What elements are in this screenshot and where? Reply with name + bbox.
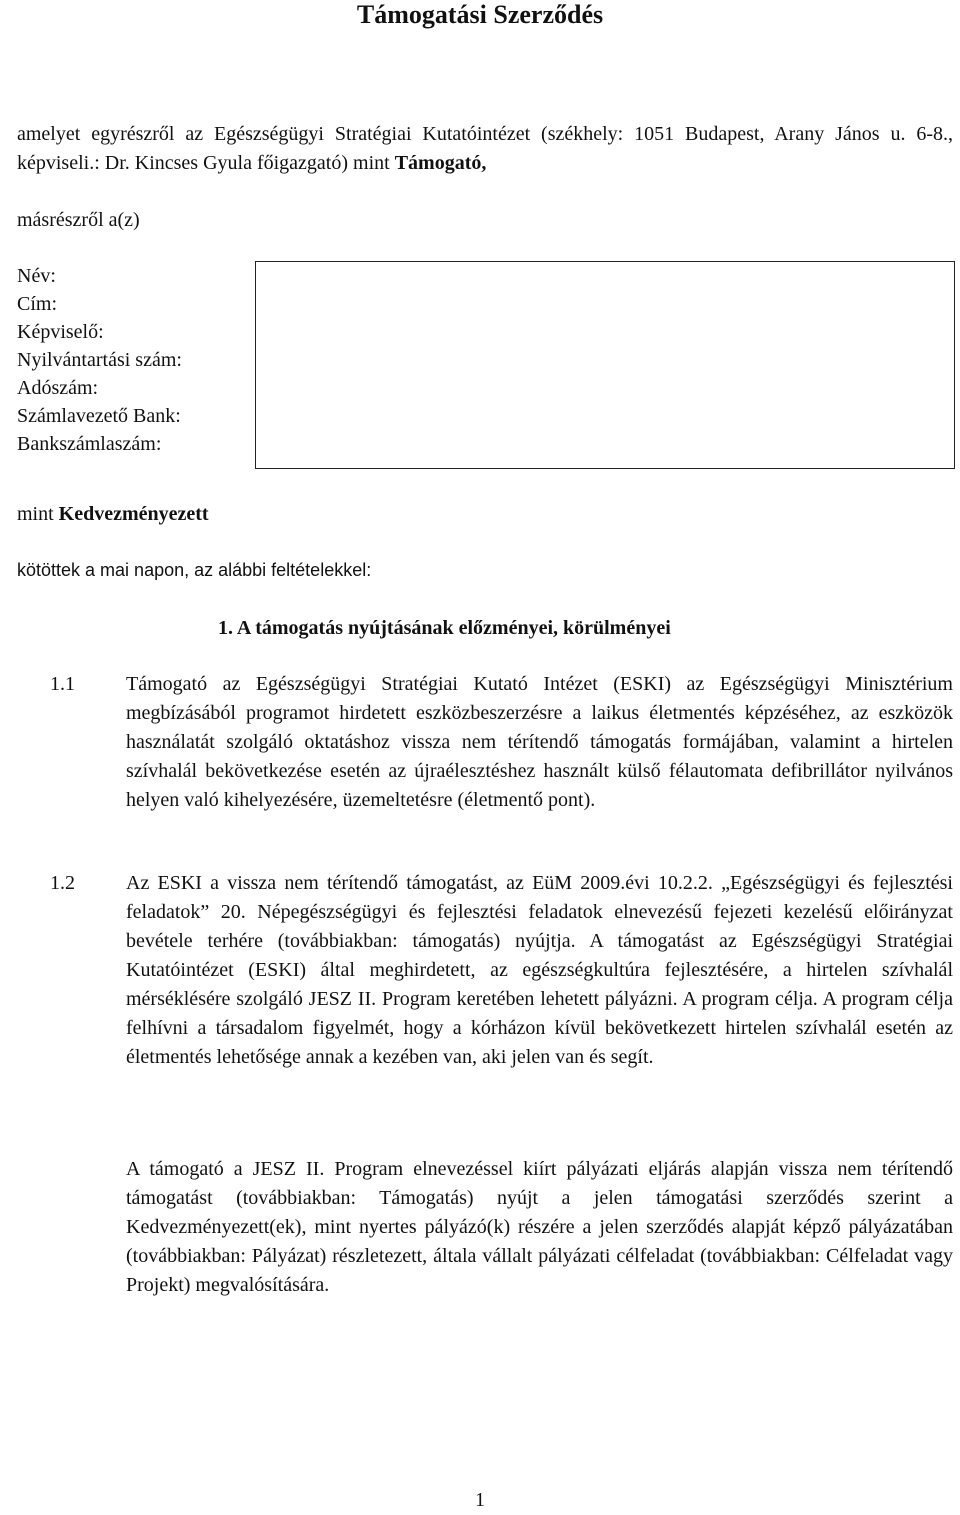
party-field-tax-number: Adószám: (17, 376, 99, 399)
document-title: Támogatási Szerződés (356, 0, 604, 29)
closing-paragraph: A támogató a JESZ II. Program elnevezéssel kiírt pályázati eljárás alapján vissza nem térítendő támogatást (továbbiakban: Támogatás) nyújt a jelen támogatási szerződés szerint a Kedvezményezett(ek), mint nyertes pályázó(k) részére a jelen szerződés alapját képző pályázatában (továbbiakban: Pályázat) részletezett, általa vállalt pályázati célfeladat (továbbiakban: Célfeladat vagy Projekt) megvalósítására. (126, 1158, 953, 1296)
section-1-2-number: 1.2 (50, 872, 75, 894)
beneficiary-prefix: mint (17, 503, 59, 525)
intro-paragraph (17, 120, 953, 178)
party-field-address: Cím: (17, 292, 58, 315)
party-field-name: Név: (17, 264, 56, 287)
party-field-registration-number: Nyilvántartási szám: (17, 348, 182, 371)
other-party-text: másrészről a(z) (17, 209, 140, 231)
party-field-representative: Képviselő: (17, 320, 104, 343)
section-heading: 1. A támogatás nyújtásának előzményei, körülményei (218, 617, 671, 639)
section-1-2-text: Az ESKI a vissza nem térítendő támogatást, az EüM 2009.évi 10.2.2. „Egészségügyi és fejlesztési feladatok” 20. Népegészségügyi és fejlesztési feladatok elnevezésű fejezeti kezelésű előirányzat bevétele terhére (továbbiakban: támogatás) nyújtja. A támogatást az Egészségügyi Stratégiai Kutatóintézet (ESKI) által meghirdetett, az egészségkultúra fejlesztésére, a hirtelen szívhalál mérséklésére szolgáló JESZ II. Program keretében lehetett pályázni. A program célja. A program célja felhívni a társadalom figyelmét, hogy a kórházon kívül bekövetkezett hirtelen szívhalál esetén az életmentés lehetősége annak a kezében van, aki jelen van és segít. (126, 872, 953, 1068)
page-number: 1 (475, 1489, 485, 1511)
intro-text: amelyet egyrészről az Egészségügyi Stratégiai Kutatóintézet (székhely: 1051 Budapest, Arany János u. 6-8., képviseli.: Dr. Kincses Gyula főigazgató) mint (17, 123, 953, 174)
section-1-1-number: 1.1 (50, 673, 75, 695)
party-values-box (256, 262, 955, 469)
party-labels (17, 262, 256, 469)
party-field-bank-account: Bankszámlaszám: (17, 432, 162, 455)
party-field-bank: Számlavezető Bank: (17, 404, 181, 427)
beneficiary-role: Kedvezményezett (58, 503, 209, 525)
party-details-table (17, 261, 955, 469)
beneficiary-line (17, 500, 953, 529)
intro-role: Támogató, (394, 152, 487, 174)
section-1-1-text: Támogató az Egészségügyi Stratégiai Kutató Intézet (ESKI) az Egészségügyi Minisztérium megbízásából programot hirdetett eszközbeszerzésre a laikus életmentés képzéséhez, az eszközök használatát szolgáló oktatáshoz vissza nem térítendő támogatás formájában, valamint a hirtelen szívhalál bekövetkezése esetén az újraélesztéshez használt külső félautomata defibrillátor nyilvános helyen való kihelyezésére, üzemeltetésre (életmentő pont). (126, 673, 953, 811)
conditions-text: kötöttek a mai napon, az alábbi feltételekkel: (17, 560, 372, 580)
